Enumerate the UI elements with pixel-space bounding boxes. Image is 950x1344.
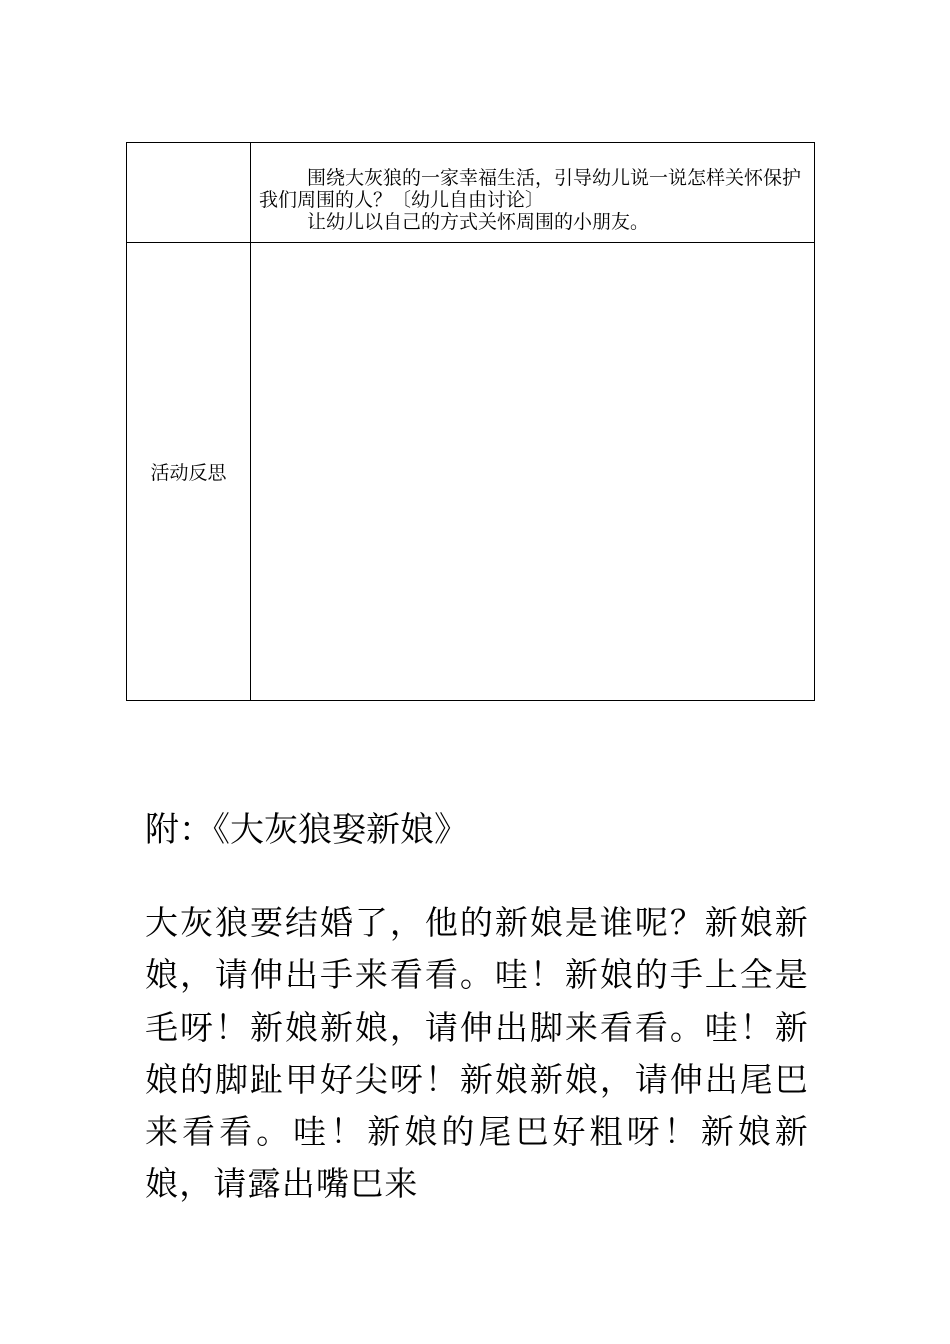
table-row-discussion bbox=[127, 143, 815, 243]
reflection-cell bbox=[251, 243, 815, 701]
story-text: 大灰狼要结婚了，他的新娘是谁呢？新娘新娘，请伸出手来看看。哇！新娘的手上全是毛呀！新娘新娘，请伸出脚来看看。哇！新娘的脚趾甲好尖呀！新娘新娘，请伸出尾巴来看看。哇！新娘的尾巴好粗呀！新娘新娘，请露出嘴巴来 bbox=[145, 903, 809, 1204]
row-label-reflection: 活动反思 bbox=[127, 243, 251, 701]
discussion-cell bbox=[251, 143, 815, 243]
table-row-reflection bbox=[127, 243, 815, 701]
discussion-content bbox=[251, 143, 814, 233]
discussion-paragraph-1: 围绕大灰狼的一家幸福生活，引导幼儿说一说怎样关怀保护我们周围的人？〔幼儿自由讨论〕 bbox=[259, 167, 802, 211]
lesson-plan-table bbox=[126, 142, 815, 701]
appendix-title: 附：《大灰狼娶新娘》 bbox=[145, 810, 468, 850]
row-label-empty bbox=[127, 143, 251, 243]
discussion-paragraph-2: 让幼儿以自己的方式关怀周围的小朋友。 bbox=[307, 211, 650, 233]
appendix-section bbox=[145, 805, 815, 1211]
